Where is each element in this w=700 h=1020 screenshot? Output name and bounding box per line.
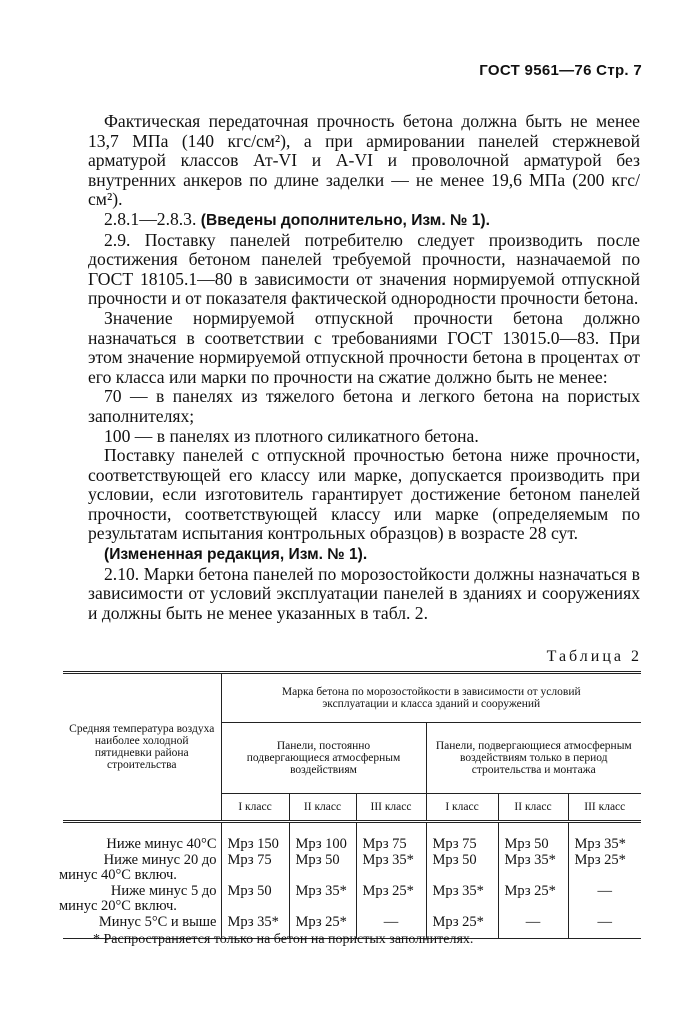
col-header-class: III класс [568,794,641,822]
section-number: 2.8.1—2.8.3. [104,208,201,229]
row-label-line: Ниже минус 5 до [110,882,217,899]
row-label-line: минус 40°С включ. [59,867,177,883]
table-cell: Мрз 35* [356,853,426,884]
paragraph [88,544,640,565]
col-header-subgroup-2: Панели, подвергающиеся атмосферным воздействиям только в период строительства и монтажа [426,723,641,794]
table-cell: Мрз 35* [498,853,568,884]
table-cell: Мрз 100 [289,822,356,853]
amendment-note: (Введены дополнительно, Изм. № 1). [200,211,490,229]
table-cell: Мрз 75 [356,822,426,853]
table-cell: — [498,915,568,939]
table-cell: Мрз 35* [221,915,289,939]
row-label [59,882,221,915]
table-cell: Мрз 25* [426,915,498,939]
table-cell: — [568,915,641,939]
col-header-class: I класс [426,794,498,822]
table-row [63,853,641,884]
frost-resistance-table [59,671,641,939]
table-cell: Мрз 25* [568,853,641,884]
paragraph [88,210,640,231]
paragraph: Фактическая передаточная прочность бетона должна быть не менее 13,7 МПа (140 кгс/см²), а при армировании панелей стержневой арматурой классов Ат-VI и А-VI и проволочной арматурой без внутренних анкеров по длине заделки — не менее 19,6 МПа (200 кгс/см²). [88,111,640,210]
table-caption: Таблица 2 [546,648,642,665]
body-text [88,112,640,623]
table-row [63,884,641,915]
table-cell: Мрз 35* [426,884,498,915]
row-label: Ниже минус 40°С [106,836,217,852]
amendment-note: (Измененная редакция, Изм. № 1). [104,546,368,564]
col-header-subgroup-1: Панели, постоянно подвергающиеся атмосферным воздействиям [221,723,426,794]
table-cell: Мрз 50 [498,822,568,853]
table-cell: — [356,915,426,939]
col-header-class: I класс [221,794,289,822]
col-header-temperature: Средняя температура воздуха наиболее холодной пятидневки района строительства [63,673,221,822]
row-label: Минус 5°С и выше [63,915,221,939]
footnote: * Распространяется только на бетон на пористых заполнителях. [93,932,474,947]
table-cell: Мрз 25* [498,884,568,915]
page-header: ГОСТ 9561—76 Стр. 7 [479,62,642,79]
paragraph: 70 — в панелях из тяжелого бетона и легкого бетона на пористых заполнителях; [88,386,640,426]
paragraph: 100 — в панелях из плотного силикатного бетона. [104,425,479,446]
table-cell: Мрз 35* [568,822,641,853]
col-header-class: II класс [498,794,568,822]
col-header-class: II класс [289,794,356,822]
table-cell: — [568,884,641,915]
paragraph: Поставку панелей с отпускной прочностью бетона ниже прочности, соответствующей его классу или марке, допускается производить при условии, если изготовитель гарантирует достижение бетоном панелей прочности, соответствующей классу или марке (определяемым по результатам испытания контрольных образцов) в возрасте 28 сут. [88,445,640,544]
paragraph: Значение нормируемой отпускной прочности бетона должно назначаться в соответствии с требованиями ГОСТ 13015.0—83. При этом значение нормируемой отпускной прочности бетона в процентах от его класса или марки по прочности на сжатие должно быть не менее: [88,307,640,387]
table-cell: Мрз 75 [426,822,498,853]
table-row [63,822,641,853]
table-cell: Мрз 25* [289,915,356,939]
table-cell: Мрз 50 [289,853,356,884]
paragraph: 2.10. Марки бетона панелей по морозостойкости должны назначаться в зависимости от условий эксплуатации панелей в зданиях и сооружениях и должны быть не менее указанных в табл. 2. [88,563,640,623]
table-cell: Мрз 75 [221,853,289,884]
row-label [59,851,221,884]
table-cell: Мрз 35* [289,884,356,915]
col-header-class: III класс [356,794,426,822]
table-cell: Мрз 150 [221,822,289,853]
table-cell: Мрз 50 [426,853,498,884]
table-cell: Мрз 25* [356,884,426,915]
paragraph: 2.9. Поставку панелей потребителю следует производить после достижения бетоном панелей требуемой прочности, назначаемой по ГОСТ 18105.1—80 в зависимости от значения нормируемой отпускной прочности и от показателя фактической однородности прочности бетона. [88,229,640,309]
col-header-group: Марка бетона по морозостойкости в зависимости от условий эксплуатации и класса зданий и сооружений [221,673,641,723]
table-cell: Мрз 50 [221,884,289,915]
row-label-line: Ниже минус 20 до [103,851,217,868]
row-label-line: минус 20°С включ. [59,898,177,914]
